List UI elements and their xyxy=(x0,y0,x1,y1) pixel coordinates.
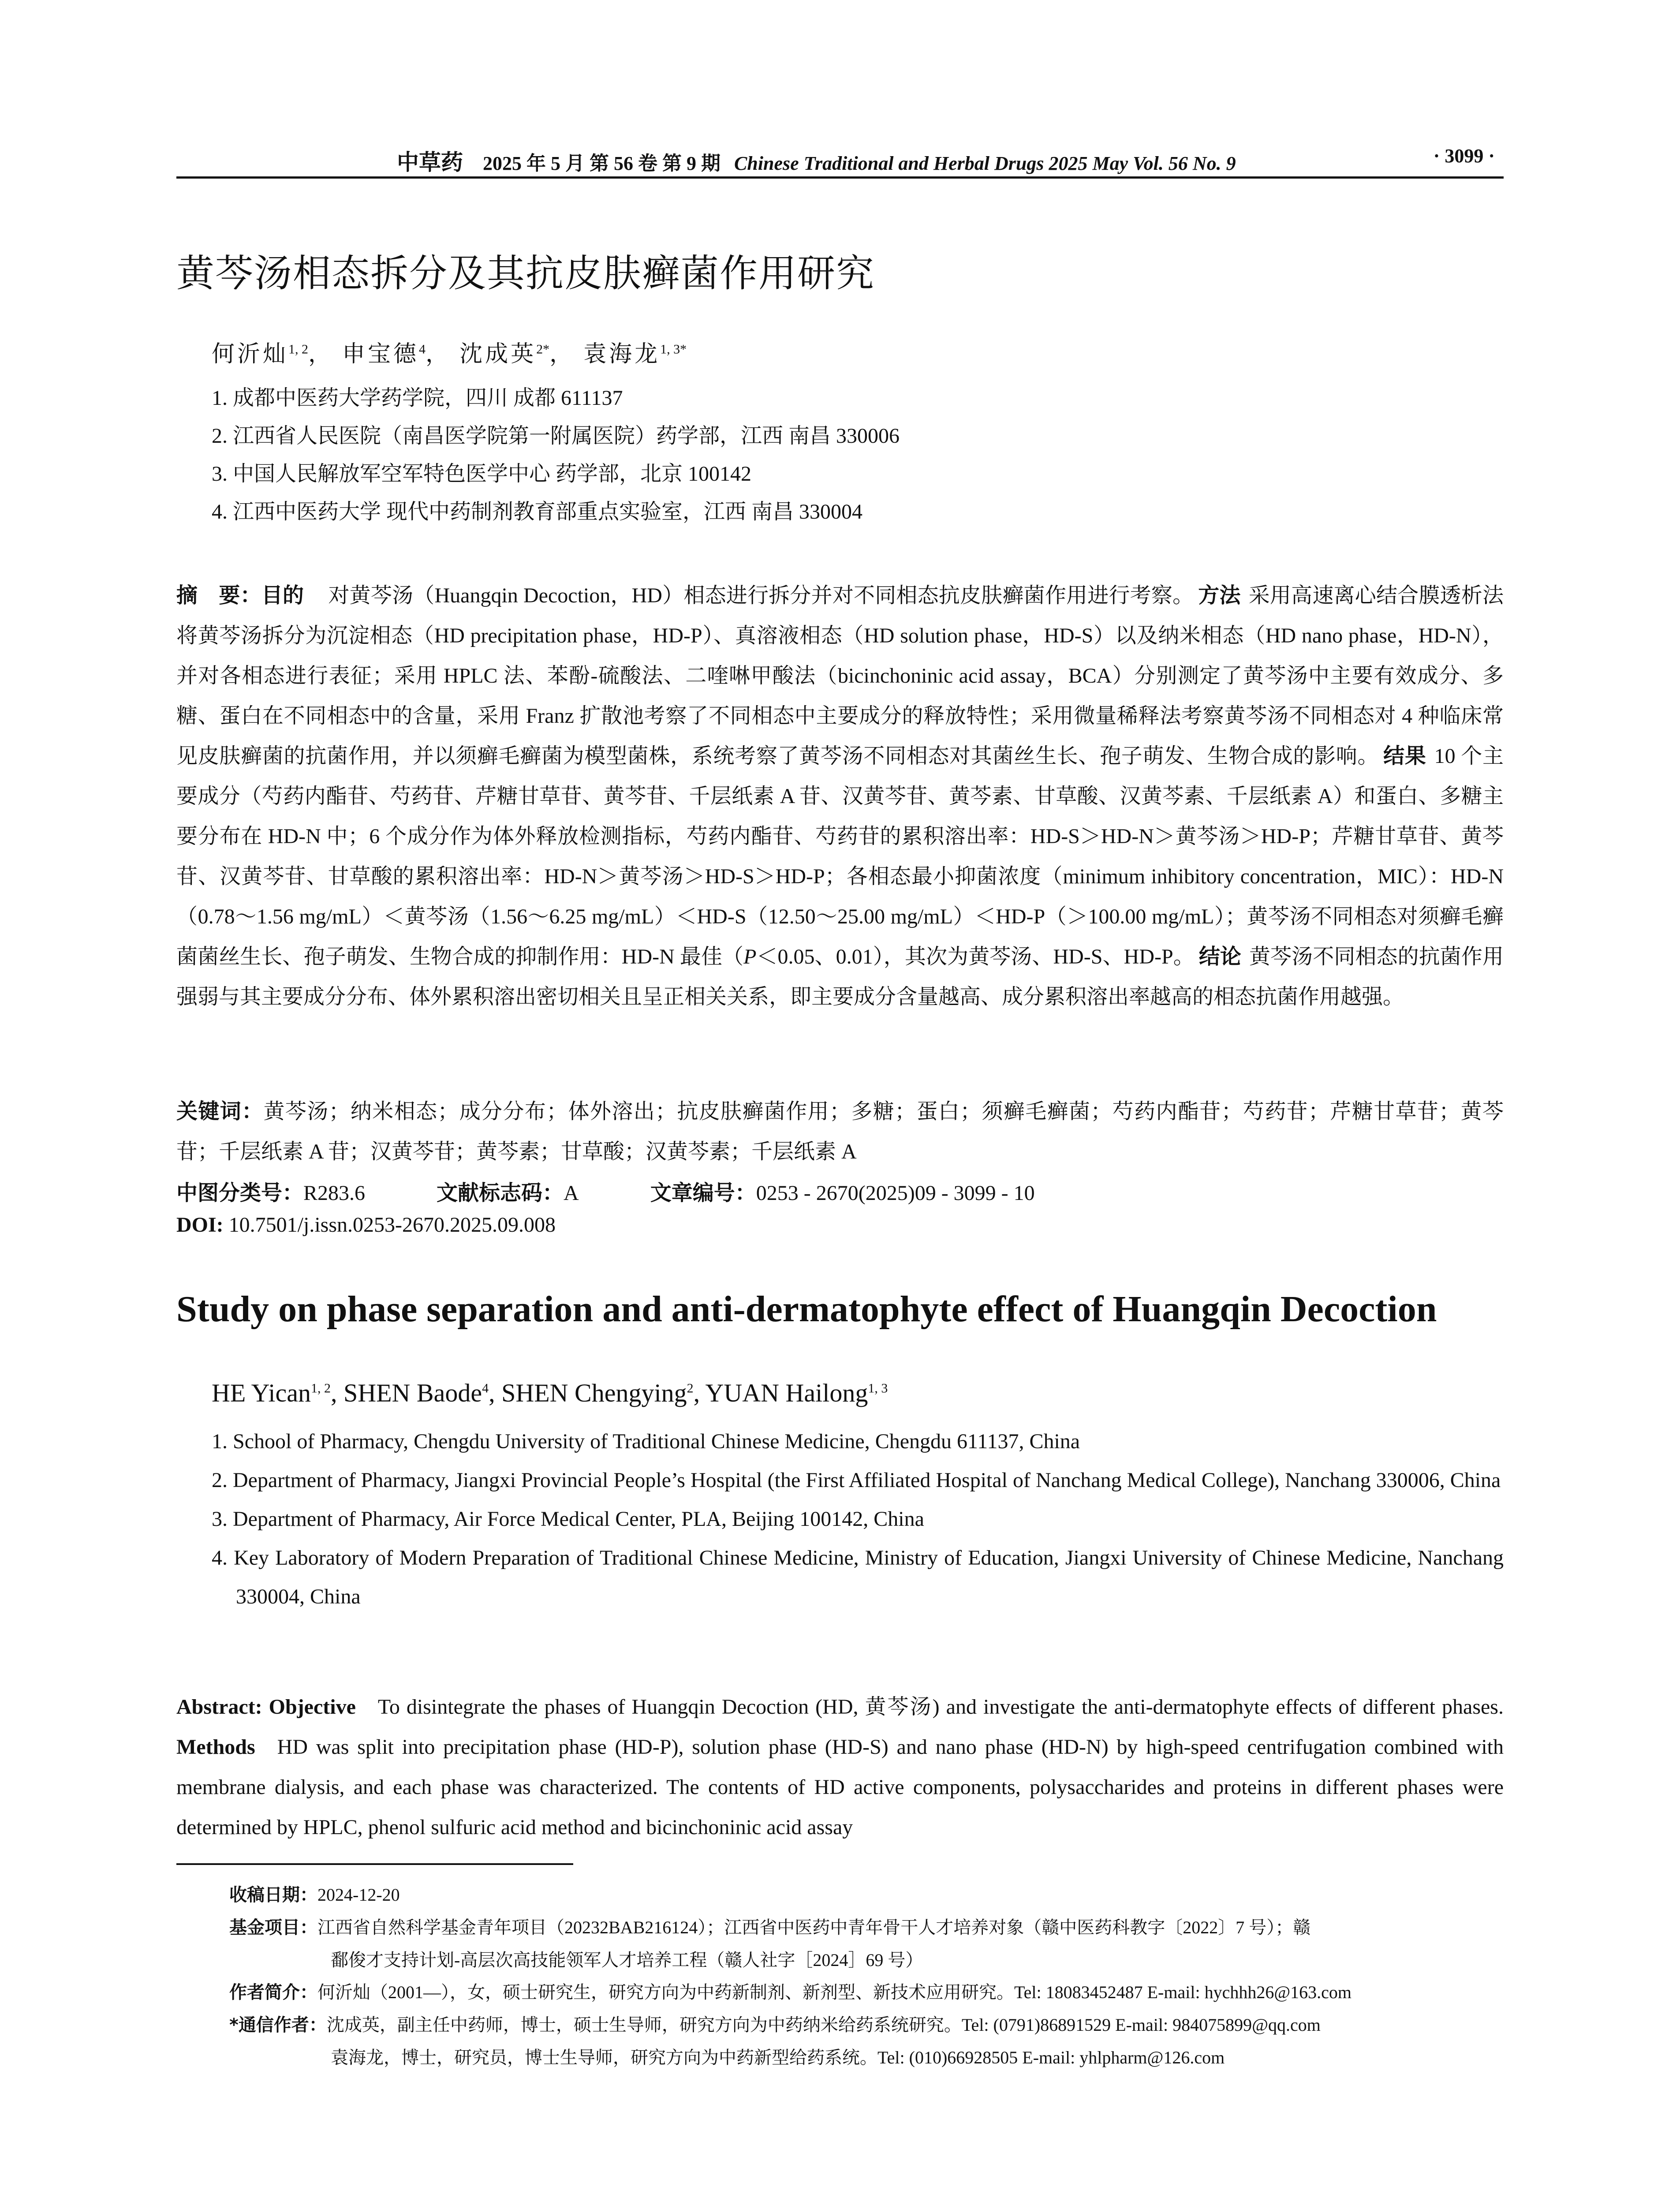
doi-label: DOI: xyxy=(176,1213,224,1237)
affiliation-en: 4. Key Laboratory of Modern Preparation of Traditional Chinese Medicine, Ministry of Education, Jiangxi University of Chinese Medicine, Nanchang 330004, China xyxy=(212,1546,1504,1608)
authors-cn xyxy=(212,335,687,368)
journal-info xyxy=(397,145,1236,176)
p-value-symbol: P xyxy=(743,945,757,968)
footnote-divider xyxy=(176,1863,573,1865)
affiliation-cn: 1. 成都中医药大学药学院，四川 成都 611137 xyxy=(212,386,623,410)
issue-cn: 2025 年 5 月 第 56 卷 第 9 期 xyxy=(483,153,721,174)
title-cn: 黄芩汤相态拆分及其抗皮肤癣菌作用研究 xyxy=(176,251,875,295)
methods-text: 采用高速离心结合膜透析法将黄芩汤拆分为沉淀相态（HD precipitation phase，HD-P）、真溶液相态（HD solution phase，HD-S）以及纳米相态（HD nano phase，HD-N），并对各相态进行表征；采用 HPLC 法、苯酚-硫酸法、二喹啉甲酸法（bicinchoninic acid assay，BCA）分别测定了黄芩汤中主要有效成分、多糖、蛋白在不同相态中的含量，采用 Franz 扩散池考察了不同相态中主要成分的释放特性；采用微量稀释法考察黄芩汤不同相态对 4 种临床常见皮肤癣菌的抗菌作用，并以须癣毛癣菌为模型菌株，系统考察了黄芩汤不同相态对其菌丝生长、孢子萌发、生物合成的影响。 xyxy=(176,584,1504,768)
authors-en xyxy=(212,1378,888,1408)
results-text: 10 个主要成分（芍药内酯苷、芍药苷、芹糖甘草苷、黄芩苷、千层纸素 A 苷、汉黄芩苷、黄芩素、甘草酸、汉黄芩素、千层纸素 A）和蛋白、多糖主要分布在 HD-N 中；6 个成分作为体外释放检测指标，芍药内酯苷、芍药苷的累积溶出率：HD-S＞HD-N＞黄芩汤＞HD-P；芹糖甘草苷、黄芩苷、汉黄芩苷、甘草酸的累积溶出率：HD-N＞黄芩汤＞HD-S＞HD-P；各相态最小抑菌浓度（minimum inhibitory concentration，MIC）：HD-N（0.78～1.56 mg/mL）＜黄芩汤（1.56～6.25 mg/mL）＜HD-S（12.50～25.00 mg/mL）＜HD-P（＞100.00 mg/mL）；黄芩汤不同相态对须癣毛癣菌菌丝生长、孢子萌发、生物合成的抑制作用：HD-N 最佳（ xyxy=(176,744,1504,968)
footnote-corresponding: *通信作者：沈成英，副主任中药师，博士，硕士生导师，研究方向为中药纳米给药系统研究。Tel: (0791)86891529 E-mail: 984075899@qq.com xyxy=(229,2015,1321,2035)
doc-code-value: A xyxy=(564,1181,579,1205)
running-header xyxy=(176,137,1504,179)
doi-line xyxy=(176,1213,556,1237)
author-en: HE Yican$^{1, 2}$, xyxy=(212,1379,343,1407)
abstract-en-methods: HD was split into precipitation phase (HD-P), solution phase (HD-S) and nano phase (HD-N) by high-speed centrifugation combined with membrane dialysis, and each phase was characterized. The contents of HD active components, polysaccharides and proteins in different phases were determined by HPLC, phenol sulfuric acid method and bicinchoninic acid assay xyxy=(176,1735,1504,1839)
footnote-received: 收稿日期：2024-12-20 xyxy=(229,1885,400,1905)
objective-text: 对黄芩汤（Huangqin Decoction，HD）相态进行拆分并对不同相态抗皮肤癣菌作用进行考察。 xyxy=(328,584,1194,607)
abstract-cn-label: 摘 要： xyxy=(176,583,261,608)
abstract-en-label: Abstract: Objective xyxy=(176,1695,356,1719)
footnote-fund: 基金项目：江西省自然科学基金青年项目（20232BAB216124）；江西省中医药中青年骨干人才培养对象（赣中医药科教字〔2022〕7 号）；赣 xyxy=(229,1917,1311,1938)
affiliation-cn: 2. 江西省人民医院（南昌医学院第一附属医院）药学部，江西 南昌 330006 xyxy=(212,424,900,448)
affiliations-en xyxy=(212,1422,1504,1616)
affiliation-en: 2. Department of Pharmacy, Jiangxi Provincial People’s Hospital (the First Affiliated Hospital of Nanchang Medical College), Nanchang 330006, China xyxy=(212,1469,1501,1492)
conclusion-label: 结论 xyxy=(1198,944,1242,969)
author-cn: 袁海龙$^{1, 3*}$ xyxy=(583,342,687,367)
page-number: · 3099 · xyxy=(1433,145,1495,167)
author-cn: 沈成英$^{2*}$， xyxy=(459,342,575,367)
abstract-en-methods-label: Methods xyxy=(176,1735,255,1759)
abstract-cn xyxy=(176,576,1504,1017)
methods-label: 方法 xyxy=(1198,583,1241,608)
clc-label: 中图分类号： xyxy=(176,1181,304,1205)
keywords-cn xyxy=(176,1091,1504,1172)
affiliation-cn: 3. 中国人民解放军空军特色医学中心 药学部，北京 100142 xyxy=(212,462,752,486)
conclusion-text: 黄芩汤不同相态的抗菌作用强弱与其主要成分分布、体外累积溶出密切相关且呈正相关关系，即主要成分含量越高、成分累积溶出率越高的相态抗菌作用越强。 xyxy=(176,945,1504,1009)
doi-link[interactable]: 10.7501/j.issn.0253-2670.2025.09.008 xyxy=(228,1213,556,1237)
affiliations-cn xyxy=(212,379,1490,531)
title-en: Study on phase separation and anti-dermatophyte effect of Huangqin Decoction xyxy=(176,1289,1437,1330)
journal-brand: 中草药 xyxy=(397,150,463,175)
footnote-corresponding-2: 袁海龙，博士，研究员，博士生导师，研究方向为中药新型给药系统。Tel: (010)66928505 E-mail: yhlpharm@126.com xyxy=(331,2048,1225,2067)
doc-code-label: 文献标志码： xyxy=(437,1181,564,1205)
author-cn: 何沂灿$^{1, 2}$， xyxy=(212,342,334,367)
keywords-text: 黄芩汤；纳米相态；成分分布；体外溶出；抗皮肤癣菌作用；多糖；蛋白；须癣毛癣菌；芍药内酯苷；芍药苷；芹糖甘草苷；黄芩苷；千层纸素 A 苷；汉黄芩苷；黄芩素；甘草酸；汉黄芩素；千层纸素 A xyxy=(176,1100,1504,1163)
abstract-en xyxy=(176,1687,1504,1847)
abstract-en-objective: To disintegrate the phases of Huangqin Decoction (HD, 黄芩汤) and investigate the anti-dermatophyte effects of different phases. xyxy=(377,1695,1504,1719)
objective-label: 目的 xyxy=(261,583,304,608)
author-en: YUAN Hailong$^{1, 3}$ xyxy=(705,1379,888,1407)
footnotes xyxy=(229,1879,1504,2074)
results-tail: ＜0.05、0.01），其次为黄芩汤、HD-S、HD-P。 xyxy=(756,945,1195,968)
classification-line xyxy=(176,1173,1035,1213)
affiliation-en: 1. School of Pharmacy, Chengdu University of Traditional Chinese Medicine, Chengdu 611137, China xyxy=(212,1430,1080,1453)
affiliation-en: 3. Department of Pharmacy, Air Force Medical Center, PLA, Beijing 100142, China xyxy=(212,1507,924,1531)
footnote-fund-cont: 鄱俊才支持计划-高层次高技能领军人才培养工程（赣人社字［2024］69 号） xyxy=(331,1950,923,1970)
article-no-label: 文章编号： xyxy=(650,1181,756,1205)
author-en: SHEN Chengying$^2$, xyxy=(501,1379,706,1407)
author-cn: 申宝德$^4$， xyxy=(342,342,452,367)
keywords-label: 关键词： xyxy=(176,1099,264,1124)
author-en: SHEN Baode$^4$, xyxy=(343,1379,502,1407)
footnote-author: 作者简介：何沂灿（2001—），女，硕士研究生，研究方向为中药新制剂、新剂型、新技术应用研究。Tel: 18083452487 E-mail: hychhh26@163.com xyxy=(229,1982,1352,2003)
clc-value: R283.6 xyxy=(303,1181,366,1205)
article-no-value: 0253 - 2670(2025)09 - 3099 - 10 xyxy=(756,1181,1035,1205)
journal-en: Chinese Traditional and Herbal Drugs 2025 May Vol. 56 No. 9 xyxy=(734,153,1236,174)
results-label: 结果 xyxy=(1383,744,1426,768)
affiliation-cn: 4. 江西中医药大学 现代中药制剂教育部重点实验室，江西 南昌 330004 xyxy=(212,500,863,523)
